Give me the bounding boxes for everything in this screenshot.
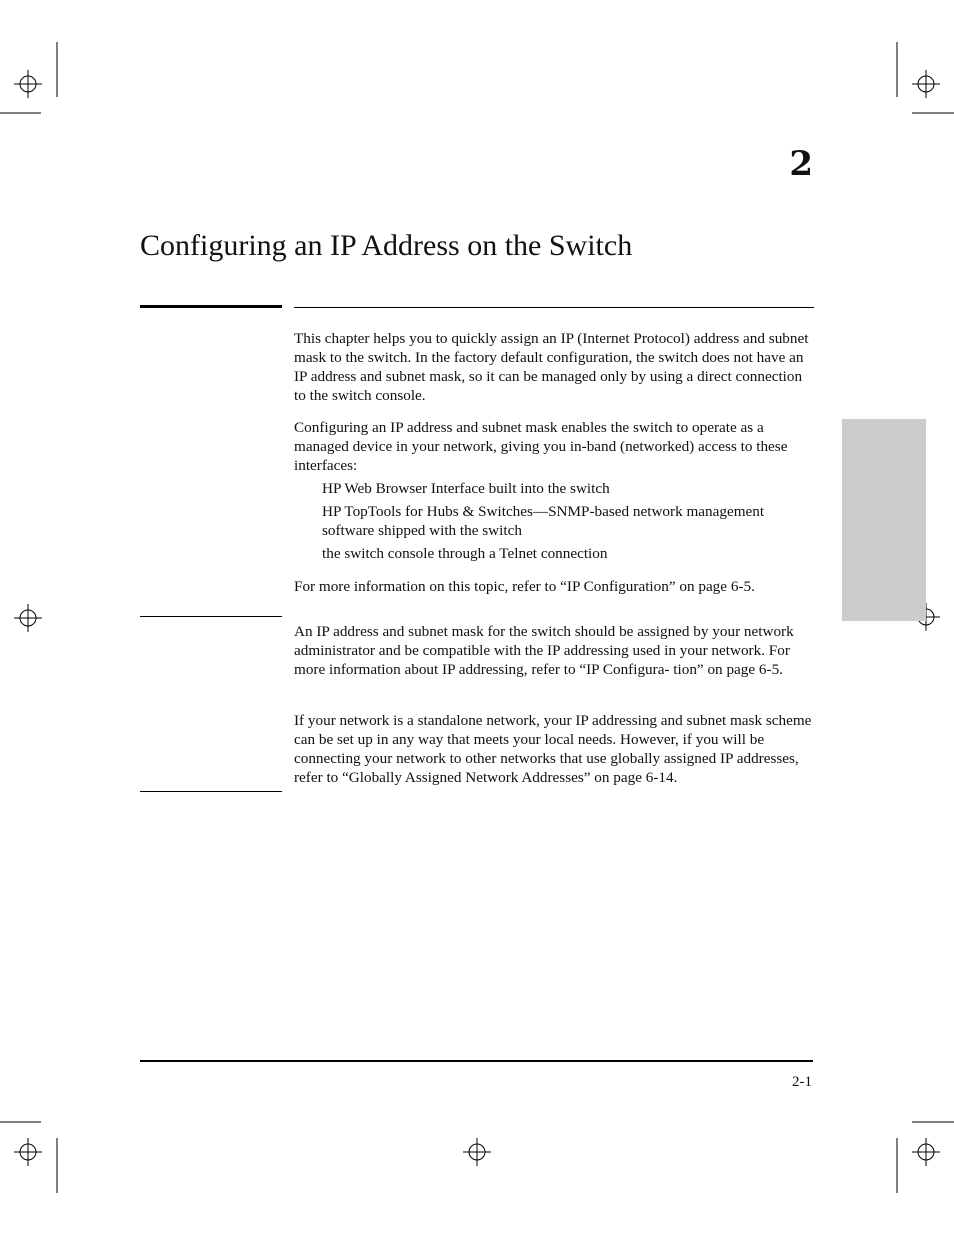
more-info-text: For more information on this topic, refer to “IP Configuration” on page 6-5.	[294, 578, 755, 595]
list-item: HP Web Browser Interface built into the switch	[322, 480, 610, 497]
note-paragraph-1: An IP address and subnet mask for the switch should be assigned by your network administrator and be compatible with the IP addressing used in your network. For more information about IP addressing, refer to “IP Configura- tion” on page 6-5.	[294, 623, 794, 678]
intro-paragraph-1: This chapter helps you to quickly assign an IP (Internet Protocol) address and subnet mask to the switch. In the factory default configuration, the switch does not have an IP address and subnet mask, so it can be managed only by using a direct connection to the switch console.	[294, 330, 809, 404]
chapter-number: 2	[789, 144, 813, 184]
interface-list-3	[322, 545, 814, 564]
list-item: HP TopTools for Hubs & Switches—SNMP-based network management software shipped with the switch	[322, 503, 765, 539]
main-rule	[294, 307, 814, 308]
left-heavy-rule	[140, 305, 282, 308]
footer-rule	[140, 1060, 813, 1062]
intro-section	[294, 329, 814, 405]
note-top-rule	[140, 616, 282, 617]
note-section-2	[294, 711, 814, 787]
page-number: 2-1	[792, 1074, 812, 1090]
more-info-section	[294, 577, 814, 596]
intro-paragraph-2: Configuring an IP address and subnet mask enables the switch to operate as a managed device in your network, giving you in-band (networked) access to these interfaces:	[294, 419, 788, 474]
interface-list-2	[322, 503, 814, 540]
note-paragraph-2: If your network is a standalone network, your IP addressing and subnet mask scheme can be set up in any way that meets your local needs. However, if you will be connecting your network to other networks that use globally assigned IP addresses, refer to “Globally Assigned Network Addresses” on page 6-14.	[294, 712, 812, 786]
note-bottom-rule	[140, 791, 282, 792]
list-item: the switch console through a Telnet connection	[322, 545, 608, 562]
note-section	[294, 622, 814, 679]
page-title: Configuring an IP Address on the Switch	[140, 229, 633, 262]
intro-section-2	[294, 418, 814, 475]
chapter-thumb-tab	[842, 419, 926, 621]
interface-list	[322, 480, 814, 499]
